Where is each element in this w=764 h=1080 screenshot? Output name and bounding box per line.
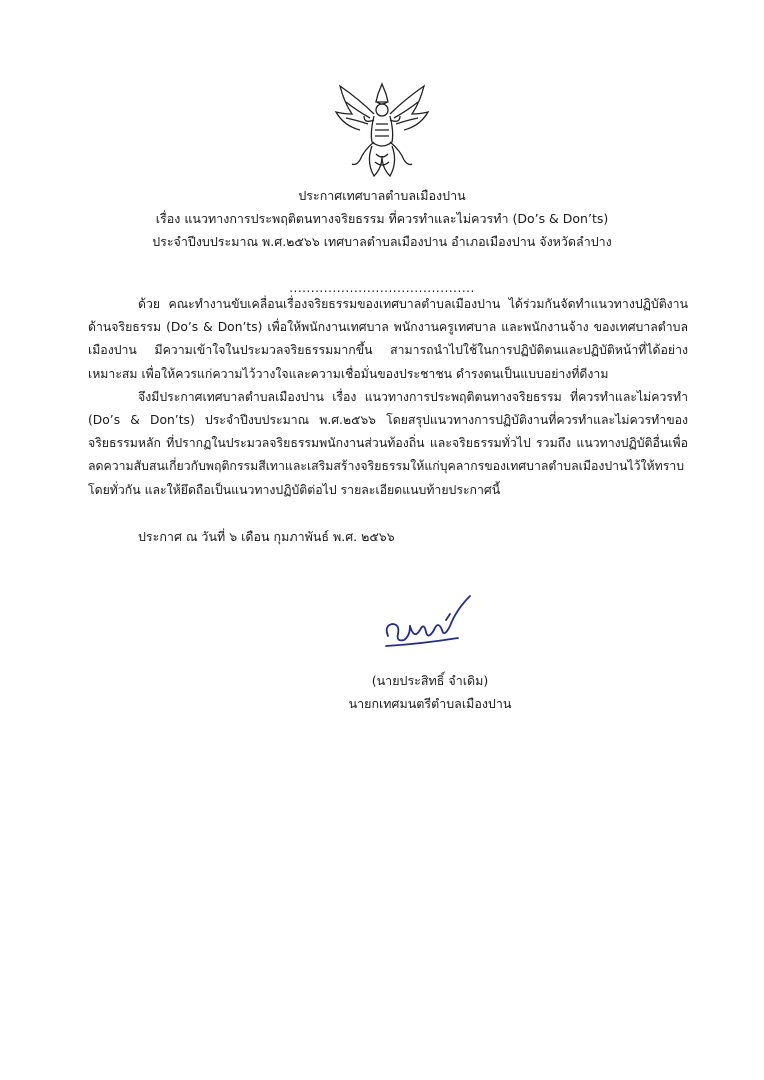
announcement-body bbox=[88, 293, 688, 502]
paragraph-2: จึงมีประกาศเทศบาลตำบลเมืองปาน เรื่อง แนวทางการประพฤติตนทางจริยธรรม ที่ควรทำและไม่ควรทำ (Do’s & Don’ts) ประจำปีงบประมาณ พ.ศ.๒๕๖๖ โดยสรุปแนวทางการปฏิบัติงานที่ควรทำและไม่ควรทำของจริยธรรมหลัก ที่ปรากฏในประมวลจริยธรรมพนักงานส่วนท้องถิ่น และจริยธรรมทั่วไป รวมถึง แนวทางปฏิบัติอื่นเพื่อลดความสับสนเกี่ยวกับพฤติกรรมสีเทาและเสริมสร้างจริยธรรมให้แก่บุคลากรของเทศบาลตำบลเมืองปานไว้ให้ทราบโดยทั่วกัน และให้ยึดถือเป็นแนวทางปฏิบัติต่อไป รายละเอียดแนบท้ายประกาศนี้ bbox=[88, 389, 688, 497]
garuda-emblem-icon bbox=[330, 80, 434, 180]
divider-dots: ........................................... bbox=[289, 281, 475, 295]
signer-position: นายกเทศมนตรีตำบลเมืองปาน bbox=[348, 696, 512, 711]
org-title: ประกาศเทศบาลตำบลเมืองปาน bbox=[298, 188, 466, 203]
subject-line: เรื่อง แนวทางการประพฤติตนทางจริยธรรม ที่ควรทำและไม่ควรทำ (Do’s & Don’ts) bbox=[155, 211, 609, 226]
handwritten-signature-icon bbox=[380, 590, 490, 654]
paragraph-1: ด้วย คณะทำงานขับเคลื่อนเรื่องจริยธรรมของเทศบาลตำบลเมืองปาน ได้ร่วมกันจัดทำแนวทางปฏิบัติงานด้านจริยธรรม (Do’s & Don’ts) เพื่อให้พนักงานเทศบาล พนักงานครูเทศบาล และพนักงานจ้าง ของเทศบาลตำบลเมืองปาน มีความเข้าใจในประมวลจริยธรรมมากขึ้น สามารถนำไปใช้ในการปฏิบัติตนและปฏิบัติหน้าที่ได้อย่างเหมาะสม เพื่อให้ควรแก่ความไว้วางใจและความเชื่อมั่นของประชาชน ดำรงตนเป็นแบบอย่างที่ดีงาม bbox=[88, 297, 688, 381]
fiscal-year-line: ประจำปีงบประมาณ พ.ศ.๒๕๖๖ เทศบาลตำบลเมืองปาน อำเภอเมืองปาน จังหวัดลำปาง bbox=[152, 234, 612, 249]
announce-date: ประกาศ ณ วันที่ ๖ เดือน กุมภาพันธ์ พ.ศ. ๒๕๖๖ bbox=[138, 529, 395, 544]
signer-name: (นายประสิทธิ์ จำเดิม) bbox=[371, 673, 489, 688]
